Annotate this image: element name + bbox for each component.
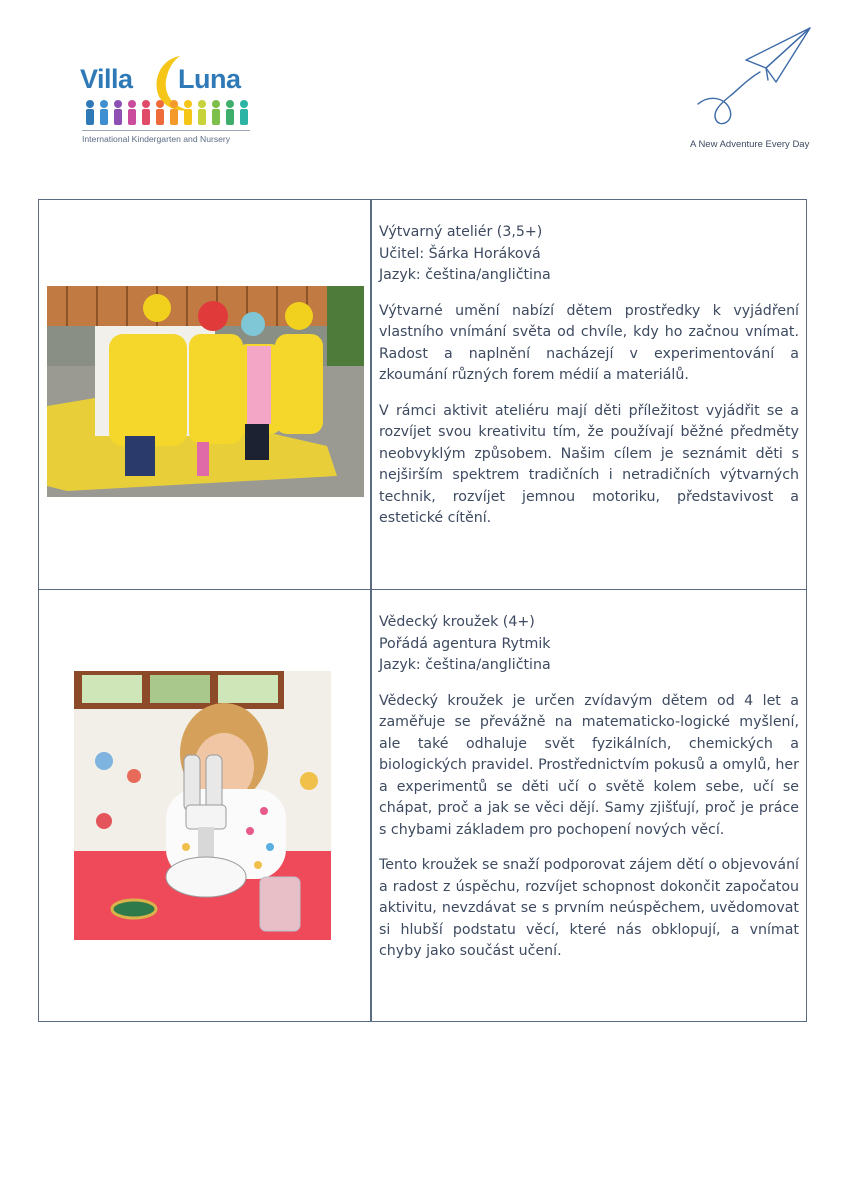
activity-title: Vědecký kroužek (4+) xyxy=(379,614,535,630)
activity-paragraph: V rámci aktivit ateliéru mají děti příležitost vyjádřit se a rozvíjet svou kreativitu tím, že používají běžné předměty neobvyklým způsobem. Našim cílem je seznámit děti s nejširším spektrem tradičních i netradičních výtvarných technik, rozvíjet jemnou motoriku, představivost a estetické cítění. xyxy=(379,402,799,526)
tagline: A New Adventure Every Day xyxy=(690,139,810,150)
science-club-photo xyxy=(74,671,331,940)
activity-paragraph: Tento kroužek se snaží podporovat zájem dětí o objevování a radost z úspěchu, rozvíjet schopnost dokončit započatou aktivitu, nevzdávat se s prvním neúspěchem, uvědomovat si hlubší podstatu věcí, které nás obklopují, a vnímat chyby jako součást učení. xyxy=(379,857,799,959)
activities-table xyxy=(38,199,807,1022)
activity-teacher: Pořádá agentura Rytmik xyxy=(379,635,551,652)
activity-paragraph: Výtvarné umění nabízí dětem prostředky k vyjádření vlastního vnímání světa od chvíle, kdy ho začnou vnímat. Radost a naplnění nacházejí v experimentování a zkoumání různých forem médií a materiálů. xyxy=(379,302,799,383)
science-club-text xyxy=(379,612,799,963)
art-studio-text xyxy=(379,222,799,530)
activity-paragraph: Vědecký kroužek je určen zvídavým dětem od 4 let a zaměřuje se převážně na matematicko-logické myšlení, ale také odhaluje svět fyzikálních, chemických a biologických pravidel. Prostřednictvím pokusů a omylů, her a experimentů se děti učí o světě kolem sebe, učí se chápat, proč a jak se věci dějí. Samy zjišťují, proč je práce s chybami základem pro pochopení nových věcí. xyxy=(379,692,799,838)
activity-row-science xyxy=(39,590,806,1020)
activity-teacher: Učitel: Šárka Horáková xyxy=(379,245,541,262)
logo-divider xyxy=(82,130,250,131)
paper-plane-icon xyxy=(690,24,814,132)
children-figures-icon xyxy=(82,98,252,128)
activity-title: Výtvarný ateliér (3,5+) xyxy=(379,224,543,240)
logo-subtitle: International Kindergarten and Nursery xyxy=(82,134,231,144)
logo-word-villa: Villa xyxy=(80,64,133,94)
art-studio-photo xyxy=(47,286,364,497)
villa-luna-logo xyxy=(78,54,258,150)
science-club-heading xyxy=(379,612,799,677)
activity-row-art xyxy=(39,200,806,590)
art-studio-heading xyxy=(379,222,799,287)
activity-language: Jazyk: čeština/angličtina xyxy=(379,657,551,673)
logo-word-luna: Luna xyxy=(178,64,241,94)
activity-language: Jazyk: čeština/angličtina xyxy=(379,267,551,283)
